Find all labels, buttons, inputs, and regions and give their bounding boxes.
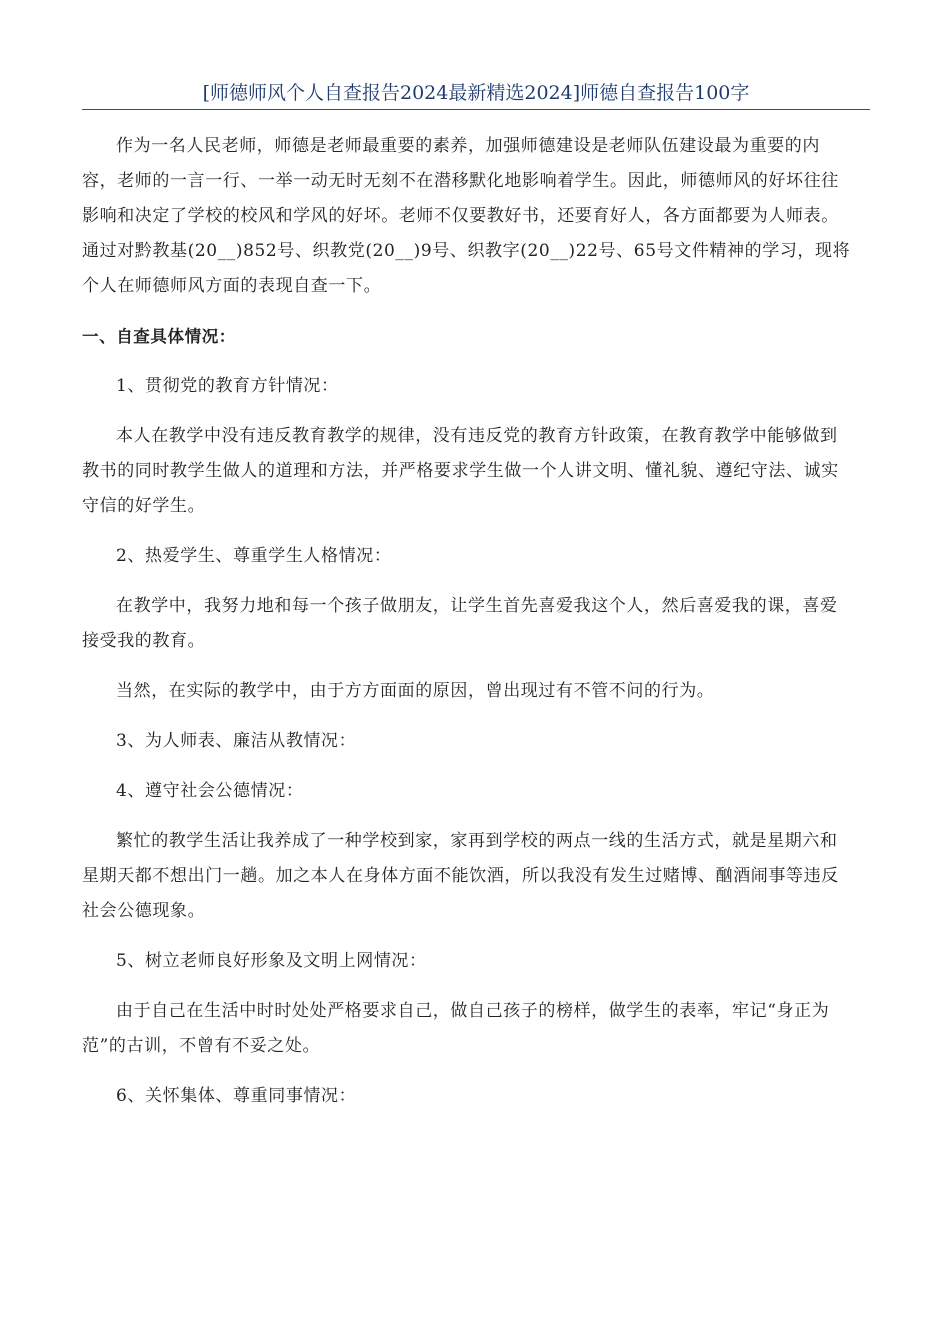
paragraph-line: 星期天都不想出门一趟。加之本人在身体方面不能饮酒，所以我没有发生过赌博、酗酒闹事等违反	[82, 866, 839, 886]
document-body	[82, 116, 872, 1114]
paragraph-line: 守信的好学生。	[82, 496, 206, 516]
item-heading	[82, 1079, 872, 1114]
item-heading	[82, 724, 872, 759]
paragraph-line: 作为一名人民老师，师德是老师最重要的素养，加强师德建设是老师队伍建设最为重要的内	[116, 136, 820, 156]
paragraph-line: 容，老师的一言一行、一举一动无时无刻不在潜移默化地影响着学生。因此，师德师风的好坏往往	[82, 171, 839, 191]
item-paragraph	[82, 674, 872, 709]
paragraph-line: 接受我的教育。	[82, 631, 206, 651]
item-paragraph	[82, 419, 872, 524]
paragraph-line: 由于自己在生活中时时处处严格要求自己，做自己孩子的榜样，做学生的表率，牢记“身正为	[116, 1001, 830, 1021]
item-heading-text: 1、贯彻党的教育方针情况：	[116, 376, 339, 396]
paragraph-line: 在教学中，我努力地和每一个孩子做朋友，让学生首先喜爱我这个人，然后喜爱我的课，喜爱	[116, 596, 838, 616]
paragraph-line: 本人在教学中没有违反教育教学的规律，没有违反党的教育方针政策，在教育教学中能够做到	[116, 426, 838, 446]
paragraph-line: 教书的同时教学生做人的道理和方法，并严格要求学生做一个人讲文明、懂礼貌、遵纪守法、诚实	[82, 461, 839, 481]
paragraph-line: 个人在师德师风方面的表现自查一下。	[82, 276, 382, 296]
item-heading	[82, 369, 872, 404]
item-heading-text: 4、遵守社会公德情况：	[116, 781, 304, 801]
section-heading: 一、自查具体情况：	[82, 327, 236, 346]
paragraph-line: 繁忙的教学生活让我养成了一种学校到家，家再到学校的两点一线的生活方式，就是星期六和	[116, 831, 838, 851]
item-heading-text: 5、树立老师良好形象及文明上网情况：	[116, 951, 427, 971]
item-paragraph	[82, 994, 872, 1064]
paragraph-line: 通过对黔教基(20__)852号、织教党(20__)9号、织教字(20__)22号、65号文件精神的学习，现将	[82, 241, 851, 261]
paragraph-line: 影响和决定了学校的校风和学风的好坏。老师不仅要教好书，还要育好人，各方面都要为人师表。	[82, 206, 839, 226]
item-heading	[82, 774, 872, 809]
item-heading	[82, 944, 872, 979]
paragraph-line: 社会公德现象。	[82, 901, 206, 921]
item-heading-text: 3、为人师表、廉洁从教情况：	[116, 731, 357, 751]
title-divider	[82, 109, 870, 110]
item-paragraph	[82, 589, 872, 659]
intro-paragraph	[82, 129, 872, 304]
document-title: [师德师风个人自查报告2024最新精选2024]师德自查报告100字	[202, 82, 750, 104]
item-paragraph	[82, 824, 872, 929]
item-heading-text: 6、关怀集体、尊重同事情况：	[116, 1086, 357, 1106]
paragraph-line: 当然，在实际的教学中，由于方方面面的原因，曾出现过有不管不问的行为。	[116, 681, 715, 701]
item-heading	[82, 539, 872, 574]
item-heading-text: 2、热爱学生、尊重学生人格情况：	[116, 546, 392, 566]
paragraph-line: 范”的古训，不曾有不妥之处。	[82, 1036, 321, 1056]
